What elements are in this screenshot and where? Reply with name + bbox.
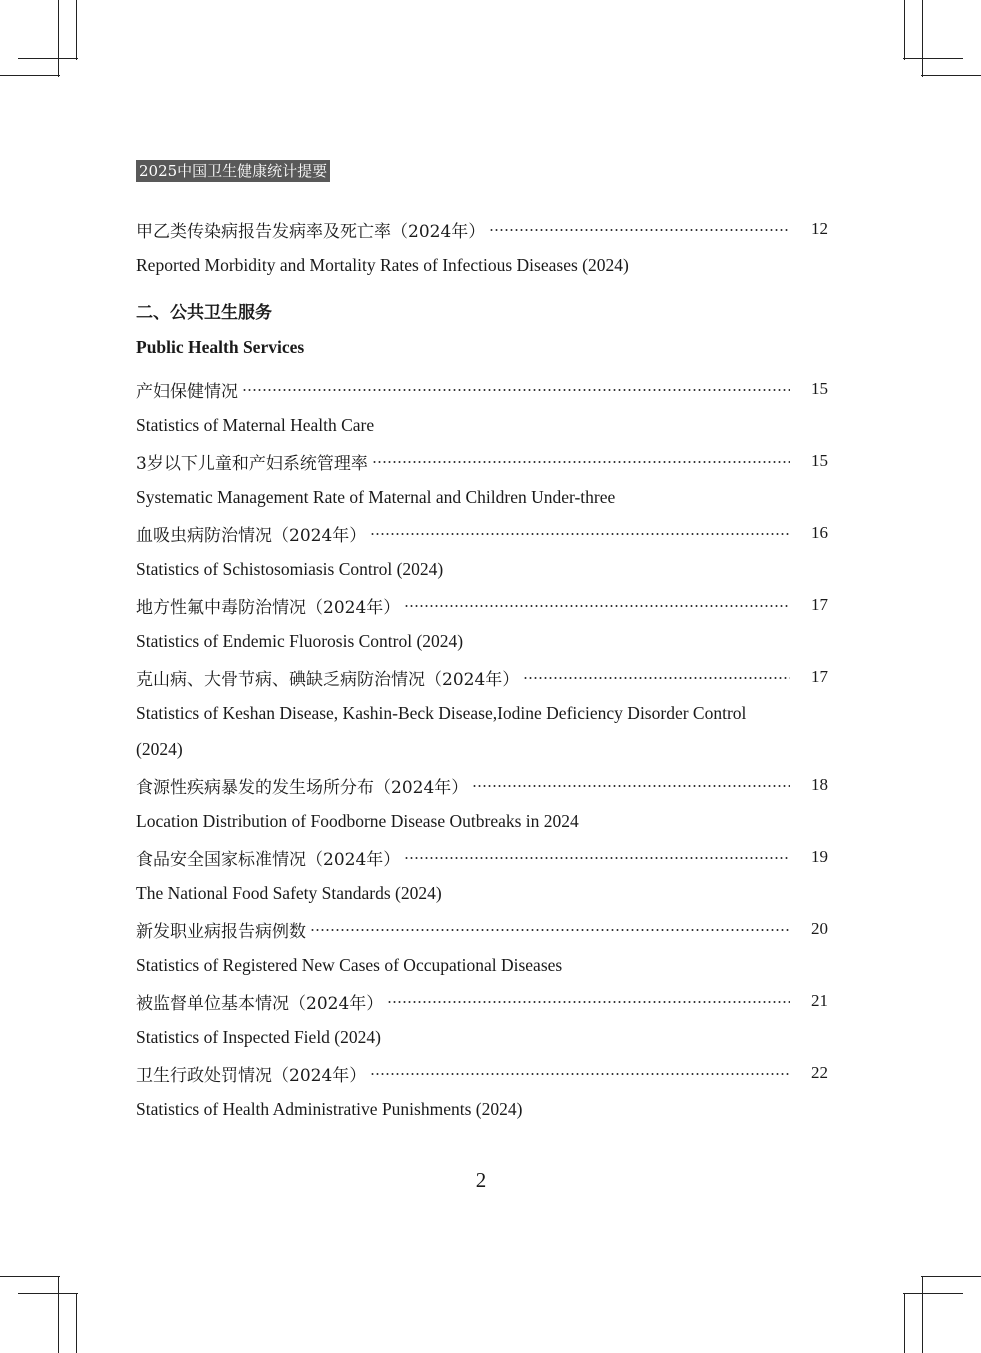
crop-mark xyxy=(0,1276,60,1277)
crop-mark xyxy=(921,75,981,76)
crop-mark xyxy=(922,1276,923,1353)
toc-page-number: 21 xyxy=(811,991,828,1010)
crop-mark xyxy=(58,0,59,77)
toc-entry-en: The National Food Safety Standards (2024) xyxy=(136,882,442,903)
crop-mark xyxy=(76,1293,77,1353)
toc-entry[interactable] xyxy=(136,659,828,695)
toc-entry-en: Statistics of Inspected Field (2024) xyxy=(136,1026,381,1047)
dot-leader xyxy=(310,929,790,931)
toc-entry-zh: 克山病、大骨节病、碘缺乏病防治情况（2024年） xyxy=(136,669,520,690)
dot-leader xyxy=(370,1073,790,1075)
toc-page-number: 16 xyxy=(811,523,828,542)
toc-page-number: 19 xyxy=(811,847,828,866)
toc-entry[interactable] xyxy=(136,1055,828,1091)
running-header: 2025中国卫生健康统计提要 xyxy=(136,160,330,182)
toc-page-number: 18 xyxy=(811,775,828,794)
toc-entry-zh: 食品安全国家标准情况（2024年） xyxy=(136,849,401,870)
toc-entry[interactable] xyxy=(136,839,828,875)
toc-entry-en: Statistics of Maternal Health Care xyxy=(136,414,375,435)
section-title-zh: 二、公共卫生服务 xyxy=(136,302,272,323)
crop-mark xyxy=(0,75,60,76)
toc-entry[interactable] xyxy=(136,371,828,407)
toc-page-number: 17 xyxy=(811,595,828,614)
toc-entry-zh: 甲乙类传染病报告发病率及死亡率（2024年） xyxy=(136,221,486,242)
dot-leader xyxy=(387,1001,790,1003)
toc-entry-zh: 新发职业病报告病例数 xyxy=(136,921,306,942)
page-number: 2 xyxy=(475,1168,487,1192)
section-title-en: Public Health Services xyxy=(136,336,305,357)
crop-mark xyxy=(922,0,923,77)
toc-entry-zh: 产妇保健情况 xyxy=(136,381,238,402)
toc-entries xyxy=(136,371,828,1127)
toc-page-number: 20 xyxy=(811,919,828,938)
toc-entry[interactable] xyxy=(136,983,828,1019)
toc-entry-en: Statistics of Endemic Fluorosis Control (2024) xyxy=(136,630,464,651)
toc-entry[interactable] xyxy=(136,443,828,479)
crop-mark xyxy=(18,1293,78,1294)
crop-mark xyxy=(903,58,963,59)
dot-leader xyxy=(472,785,790,787)
dot-leader xyxy=(242,389,790,391)
toc-entry-en: Statistics of Keshan Disease, Kashin-Beck Disease,Iodine Deficiency Disorder Control xyxy=(136,702,747,723)
toc-entry[interactable] xyxy=(136,911,828,947)
toc-entry-zh: 3岁以下儿童和产妇系统管理率 xyxy=(136,453,368,474)
toc-entry-en: Statistics of Schistosomiasis Control (2024) xyxy=(136,558,444,579)
toc-entry[interactable] xyxy=(136,515,828,551)
crop-mark xyxy=(904,0,905,60)
crop-mark xyxy=(18,58,78,59)
toc-page-number: 15 xyxy=(811,451,828,470)
toc-entry[interactable] xyxy=(136,767,828,803)
toc-entry-en-continued: (2024) xyxy=(136,738,183,759)
crop-mark xyxy=(58,1276,59,1353)
crop-mark xyxy=(76,0,77,60)
crop-mark xyxy=(921,1276,981,1277)
dot-leader xyxy=(370,533,790,535)
toc-page-number: 12 xyxy=(811,219,828,238)
toc-page-number: 15 xyxy=(811,379,828,398)
toc-entry-en: Location Distribution of Foodborne Disease Outbreaks in 2024 xyxy=(136,810,579,831)
toc-entry-en: Statistics of Health Administrative Punishments (2024) xyxy=(136,1098,523,1119)
dot-leader xyxy=(523,677,790,679)
toc-entry-en: Statistics of Registered New Cases of Occupational Diseases xyxy=(136,954,563,975)
toc-entry[interactable] xyxy=(136,211,828,247)
dot-leader xyxy=(372,461,790,463)
crop-mark xyxy=(903,1293,963,1294)
toc-entry-en: Systematic Management Rate of Maternal and Children Under-three xyxy=(136,486,616,507)
table-of-contents xyxy=(136,211,828,1127)
toc-page-number: 17 xyxy=(811,667,828,686)
dot-leader xyxy=(404,605,790,607)
dot-leader xyxy=(404,857,790,859)
toc-entry-zh: 卫生行政处罚情况（2024年） xyxy=(136,1065,367,1086)
toc-entry-zh: 被监督单位基本情况（2024年） xyxy=(136,993,384,1014)
toc-entry-zh: 食源性疾病暴发的发生场所分布（2024年） xyxy=(136,777,469,798)
toc-page-number: 22 xyxy=(811,1063,828,1082)
toc-entry-zh: 地方性氟中毒防治情况（2024年） xyxy=(136,597,401,618)
toc-entry[interactable] xyxy=(136,587,828,623)
crop-mark xyxy=(904,1293,905,1353)
dot-leader xyxy=(489,229,790,231)
toc-entry-en: Reported Morbidity and Mortality Rates of Infectious Diseases (2024) xyxy=(136,254,629,275)
toc-entry-zh: 血吸虫病防治情况（2024年） xyxy=(136,525,367,546)
